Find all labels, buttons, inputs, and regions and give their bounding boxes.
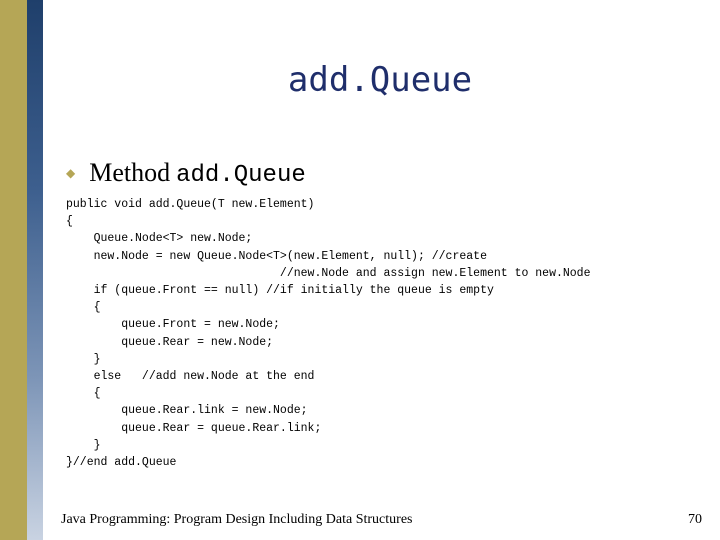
bullet-diamond-icon: ◆: [66, 166, 76, 180]
code-line: }: [66, 438, 101, 452]
code-line: queue.Front = new.Node;: [66, 318, 280, 332]
code-line: queue.Rear.link = new.Node;: [66, 404, 308, 418]
code-line: {: [66, 387, 101, 401]
slide-footer: Java Programming: Program Design Including Data Structures: [61, 512, 413, 527]
page-number: 70: [688, 512, 702, 527]
code-line: new.Node = new Queue.Node<T>(new.Element, null); //create: [66, 249, 487, 263]
slide-title: add.Queue: [287, 60, 473, 100]
bullet-code: add.Queue: [176, 162, 306, 189]
code-line: }: [66, 352, 101, 366]
code-line: }//end add.Queue: [66, 456, 177, 470]
code-line: {: [66, 215, 73, 229]
code-line: queue.Rear = queue.Rear.link;: [66, 421, 322, 435]
code-block: [66, 196, 591, 471]
sidebar-blue-gradient-stripe: [27, 0, 43, 540]
code-line: public void add.Queue(T new.Element): [66, 198, 315, 211]
code-line: queue.Rear = new.Node;: [66, 335, 274, 349]
code-line: else //add new.Node at the end: [66, 370, 315, 384]
sidebar-olive-stripe: [0, 0, 27, 540]
code-line: Queue.Node<T> new.Node;: [66, 232, 253, 246]
bullet-text: Method: [89, 158, 171, 187]
bullet-item: [66, 158, 306, 192]
code-line: if (queue.Front == null) //if initially the queue is empty: [66, 284, 494, 298]
code-line: {: [66, 301, 101, 315]
code-line: //new.Node and assign new.Element to new.Node: [66, 266, 591, 280]
